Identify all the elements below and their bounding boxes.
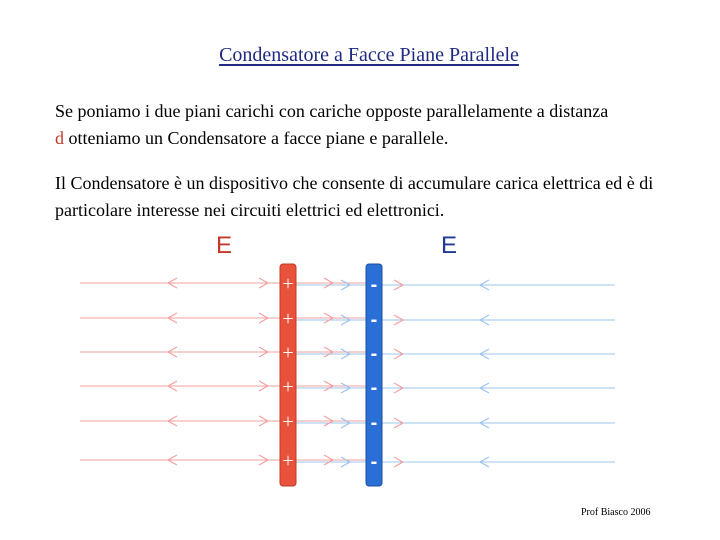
author-credit: Prof Biasco 2006 — [581, 507, 651, 518]
negative-charge: - — [370, 377, 378, 399]
positive-charge: + — [282, 308, 294, 330]
distance-variable: d — [55, 128, 64, 148]
field-label-left: E — [216, 232, 233, 259]
positive-charge: + — [282, 376, 294, 398]
intro-text-start: Se poniamo i due piani carichi con cariche opposte parallelamente a distanza — [55, 101, 609, 121]
positive-charge: + — [282, 273, 294, 295]
negative-charge: - — [370, 412, 378, 434]
negative-charge: - — [370, 309, 378, 331]
intro-text-end: otteniamo un Condensatore a facce piane e parallele. — [64, 128, 449, 148]
negative-charge: - — [370, 451, 378, 473]
negative-charge: - — [370, 274, 378, 296]
page-title: Condensatore a Facce Piane Parallele — [219, 44, 519, 66]
positive-charge: + — [282, 411, 294, 433]
positive-charge: + — [282, 342, 294, 364]
positive-charge: + — [282, 450, 294, 472]
field-lines — [80, 283, 615, 462]
field-arrows — [168, 278, 489, 467]
negative-charge: - — [370, 343, 378, 365]
field-label-right: E — [441, 232, 458, 259]
description-paragraph: Il Condensatore è un dispositivo che consente di accumulare carica elettrica ed è di particolare interesse nei circuiti elettrici ed elettronici. — [55, 173, 654, 220]
charges — [282, 273, 377, 473]
